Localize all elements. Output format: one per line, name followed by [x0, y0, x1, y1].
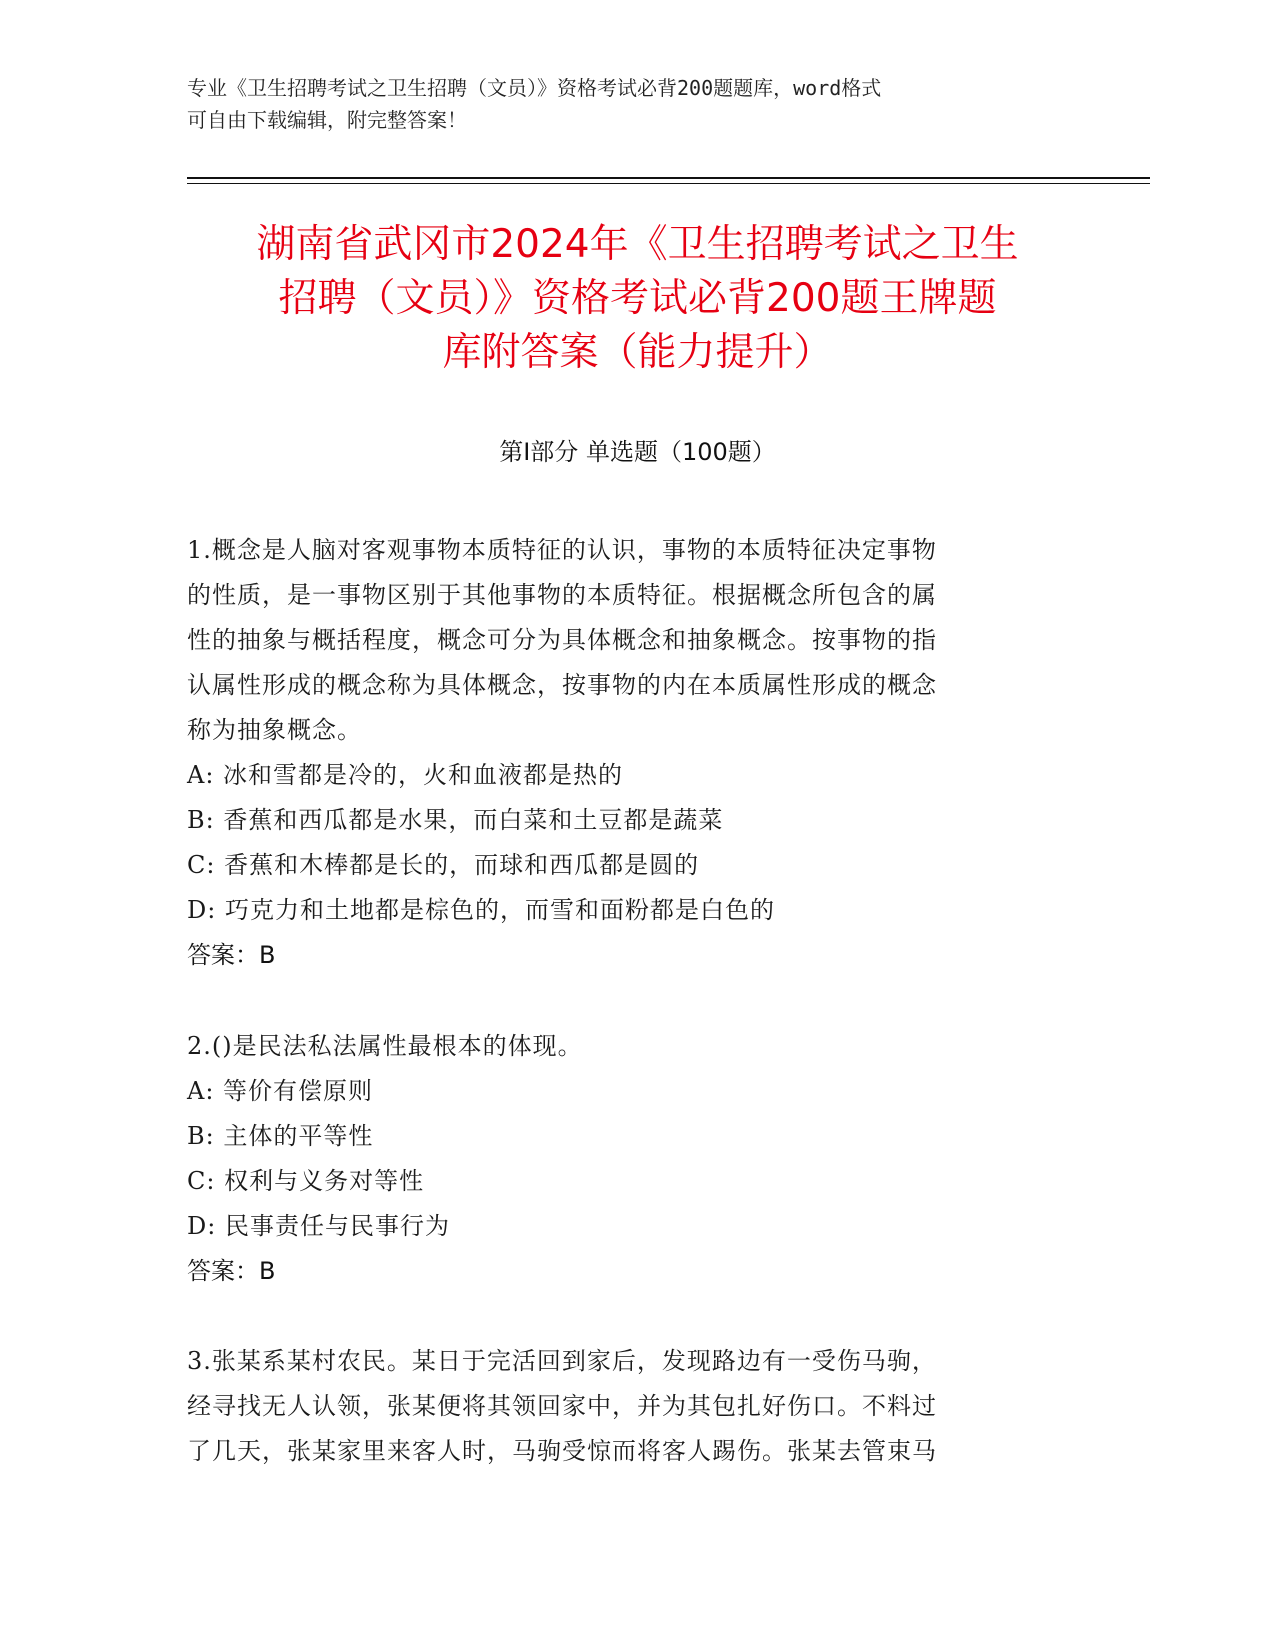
question-2-stem-line: 2.()是民法私法属性最根本的体现。: [187, 1032, 583, 1060]
document-title-line-3: 库附答案（能力提升）: [442, 330, 833, 375]
question-2-answer: 答案：B: [187, 1257, 276, 1285]
document-title: [150, 218, 1125, 380]
question-1-option-c: C: 香蕉和木棒都是长的，而球和西瓜都是圆的: [187, 851, 700, 879]
question-2-option-b: B: 主体的平等性: [187, 1122, 374, 1150]
question-1-stem-line: 的性质，是一事物区别于其他事物的本质特征。根据概念所包含的属: [187, 581, 937, 609]
document-title-line-1: 湖南省武冈市2024年《卫生招聘考试之卫生: [256, 222, 1019, 267]
document-title-line-2: 招聘（文员）》资格考试必背200题王牌题: [278, 276, 997, 321]
question-1-stem-line: 称为抽象概念。: [187, 716, 362, 744]
question-2: [187, 1024, 1067, 1294]
question-1-option-d: D: 巧克力和土地都是棕色的，而雪和面粉都是白色的: [187, 896, 775, 924]
question-1-option-b: B: 香蕉和西瓜都是水果，而白菜和土豆都是蔬菜: [187, 806, 724, 834]
question-3-stem-line: 3.张某系某村农民。某日于完活回到家后，发现路边有一受伤马驹，: [187, 1347, 937, 1375]
header-note: [187, 72, 1067, 136]
question-3: [187, 1339, 1067, 1474]
question-3-stem-line: 了几天，张某家里来客人时，马驹受惊而将客人踢伤。张某去管束马: [187, 1437, 937, 1465]
header-divider-thin: [187, 183, 1150, 184]
question-1-stem-line: 认属性形成的概念称为具体概念，按事物的内在本质属性形成的概念: [187, 671, 937, 699]
header-divider-thick: [187, 177, 1150, 179]
question-1-option-a: A: 冰和雪都是冷的，火和血液都是热的: [187, 761, 624, 789]
question-2-option-c: C: 权利与义务对等性: [187, 1167, 425, 1195]
question-3-stem-line: 经寻找无人认领，张某便将其领回家中，并为其包扎好伤口。不料过: [187, 1392, 937, 1420]
question-2-option-a: A: 等价有偿原则: [187, 1077, 374, 1105]
question-1-stem-line: 性的抽象与概括程度，概念可分为具体概念和抽象概念。按事物的指: [187, 626, 937, 654]
section-heading: 第Ⅰ部分 单选题（100题）: [499, 438, 776, 466]
question-1: [187, 528, 1067, 978]
header-note-line-1: 专业《卫生招聘考试之卫生招聘（文员）》资格考试必背200题题库，word格式: [187, 76, 882, 100]
question-1-answer: 答案：B: [187, 941, 276, 969]
question-2-option-d: D: 民事责任与民事行为: [187, 1212, 450, 1240]
header-note-line-2: 可自由下载编辑，附完整答案！: [187, 108, 467, 132]
question-1-stem-line: 1.概念是人脑对客观事物本质特征的认识，事物的本质特征决定事物: [187, 536, 937, 564]
